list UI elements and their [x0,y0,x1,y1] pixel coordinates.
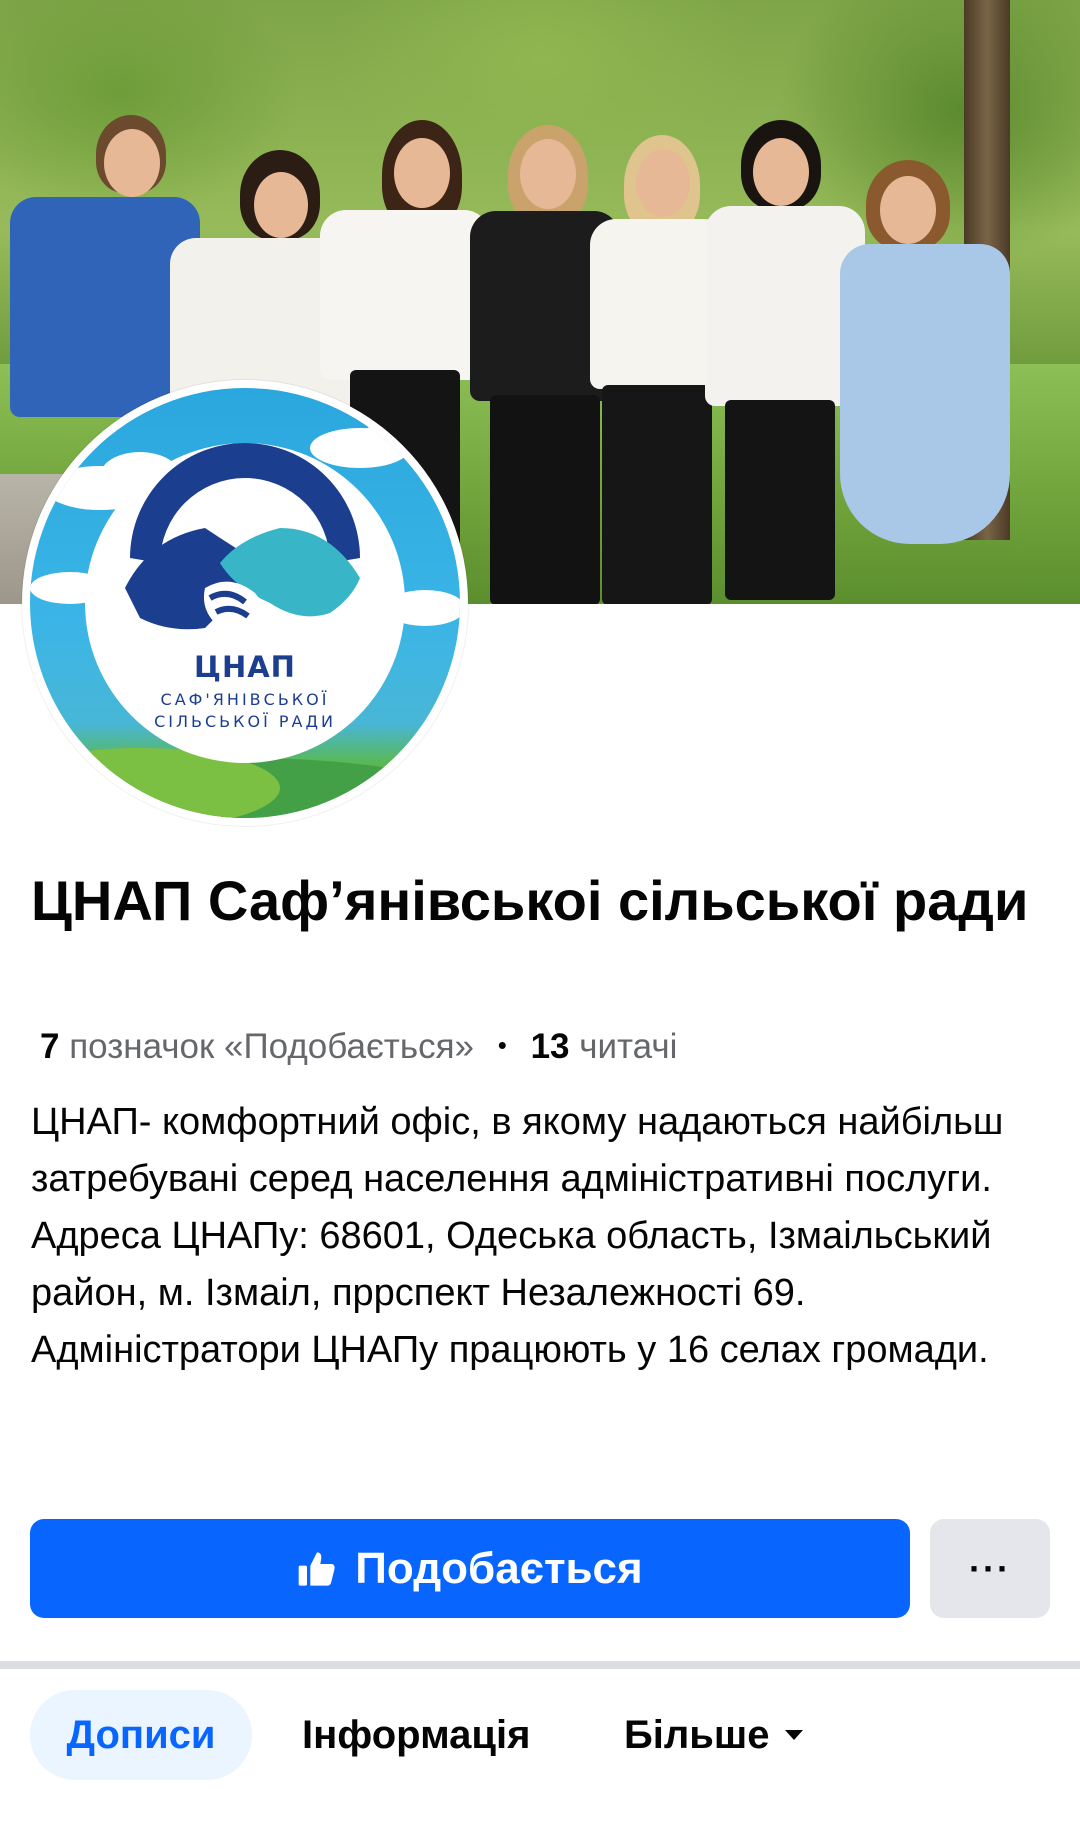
caret-down-icon [783,1728,805,1742]
like-button-label: Подобається [355,1543,643,1593]
logo-title: ЦНАП [194,650,296,684]
thumbs-up-icon [297,1549,337,1589]
followers-label[interactable]: читачі [579,1027,678,1066]
followers-count[interactable]: 13 [530,1027,570,1066]
tab-posts-label: Дописи [66,1712,216,1757]
page-description: ЦНАП- комфортний офіс, в якому надаються найбільш затребувані серед населення адміністративні послуги. Адреса ЦНАПу: 68601, Одеська область, Ізмаільський район, м. Ізмаіл, пррспект Незалежності 69. Адміністратори ЦНАПу працюють у 16 селах громади. [31,1101,1004,1371]
profile-logo [30,388,460,818]
more-options-icon: ··· [969,1547,1011,1589]
tab-more[interactable] [624,1690,805,1780]
more-options-button[interactable] [930,1519,1050,1618]
section-divider [0,1661,1080,1669]
cover-person [840,160,1020,560]
page-stats [40,1027,677,1067]
tab-info-label: Інформація [302,1712,531,1757]
likes-count[interactable]: 7 [40,1027,60,1066]
tab-more-label: Більше [624,1712,770,1757]
page-title: ЦНАП Саф’янівськоі сільської ради [31,869,1029,932]
logo-subtitle-line2: СІЛЬСЬКОЇ РАДИ [154,712,336,731]
logo-subtitle-line1: САФ'ЯНІВСЬКОЇ [160,690,330,709]
stats-separator: • [497,1030,507,1060]
tab-posts[interactable] [30,1690,252,1780]
tab-info[interactable] [302,1690,530,1780]
likes-label[interactable]: позначок «Подобається» [69,1027,474,1066]
like-button[interactable] [30,1519,910,1618]
profile-picture[interactable] [22,380,468,826]
handshake-logo-icon [30,388,460,818]
